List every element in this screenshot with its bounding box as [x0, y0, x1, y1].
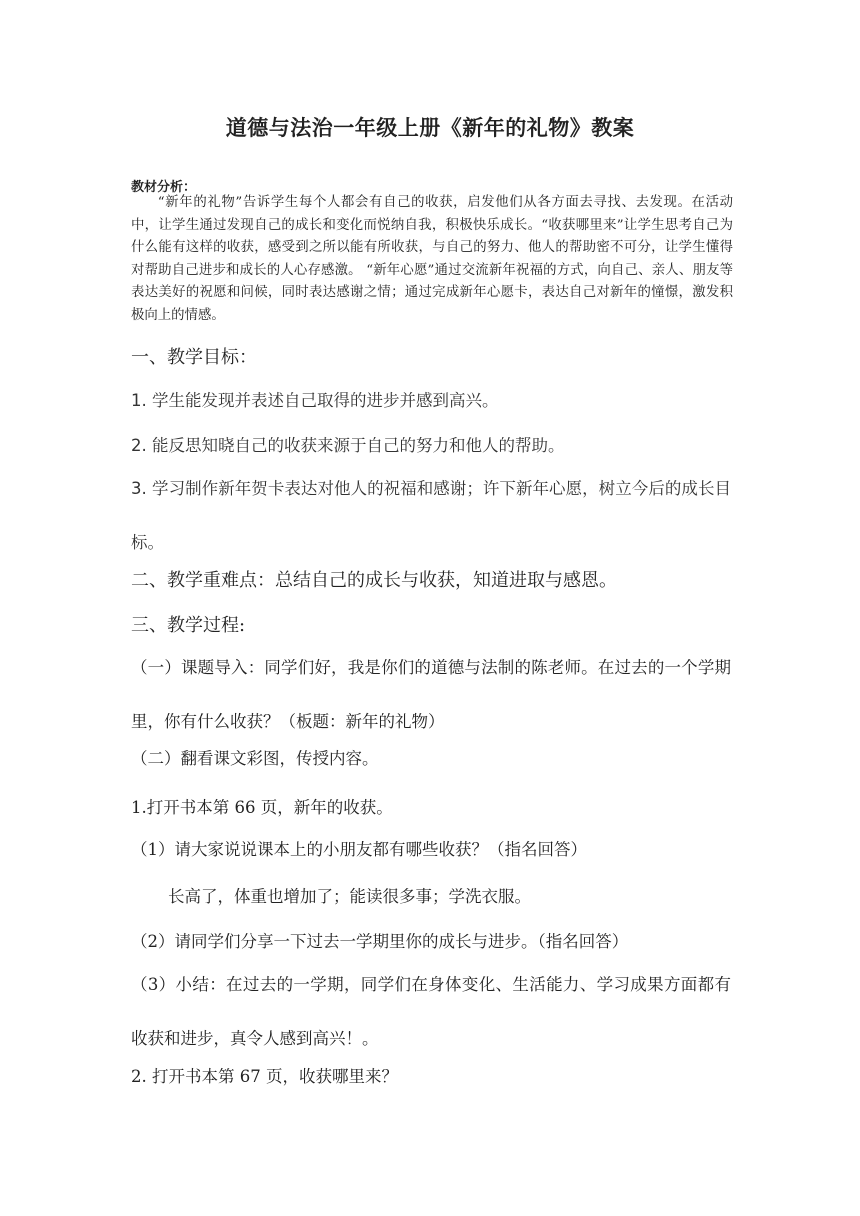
key-points-heading: 二、教学重难点：总结自己的成长与收获，知道进取与感恩。 — [131, 570, 617, 591]
goal-item-2: 2. 能反思知晓自己的收获来源于自己的努力和他人的帮助。 — [131, 436, 565, 455]
analysis-paragraph: “新年的礼物”告诉学生每个人都会有自己的收获，启发他们从各方面去寻找、去发现。在活动中，让学生通过发现自己的成长和变化而悦纳自我，积极快乐成长。“收获哪里来”让学生思考自己为什么能有这样的收获，感受到之所以能有所收获，与自己的努力、他人的帮助密不可分，让学生懂得对帮助自己进步和成长的人心存感激。 “新年心愿”通过交流新年祝福的方式，向自己、亲人、朋友等表达美好的祝愿和问候，同时表达感谢之情；通过完成新年心愿卡，表达自己对新年的憧憬，激发积极向上的情感。 — [131, 195, 733, 323]
document-title: 道德与法治一年级上册《新年的礼物》教案 — [225, 115, 635, 140]
goal-item-3: 3. 学习制作新年贺卡表达对他人的祝福和感谢；许下新年心愿，树立今后的成长目标。 — [131, 479, 731, 552]
item-1-answer-1: 长高了，体重也增加了；能读很多事；学洗衣服。 — [168, 887, 531, 906]
process-heading: 三、教学过程: — [131, 615, 246, 636]
step-1-paragraph: （一）课题导入：同学们好，我是你们的道德与法制的陈老师。在过去的一个学期里，你有什么收获？（板题：新年的礼物） — [131, 658, 731, 731]
item-1-question-1: （1）请大家说说课本上的小朋友都有哪些收获？（指名回答） — [131, 840, 587, 859]
goal-item-1: 1. 学生能发现并表述自己取得的进步并感到高兴。 — [131, 391, 499, 410]
item-1-question-3: （3）小结：在过去的一学期，同学们在身体变化、生活能力、学习成果方面都有收获和进步，真令人感到高兴！。 — [131, 975, 731, 1048]
goals-heading: 一、教学目标： — [131, 347, 257, 368]
item-2-line: 2. 打开书本第 67 页，收获哪里来？ — [131, 1067, 398, 1086]
item-1-line: 1.打开书本第 66 页，新年的收获。 — [131, 798, 393, 817]
step-2-line: （二）翻看课文彩图，传授内容。 — [131, 749, 379, 768]
analysis-label: 教材分析： — [131, 180, 197, 195]
item-1-question-2: （2）请同学们分享一下过去一学期里你的成长与进步。（指名回答） — [131, 932, 629, 951]
